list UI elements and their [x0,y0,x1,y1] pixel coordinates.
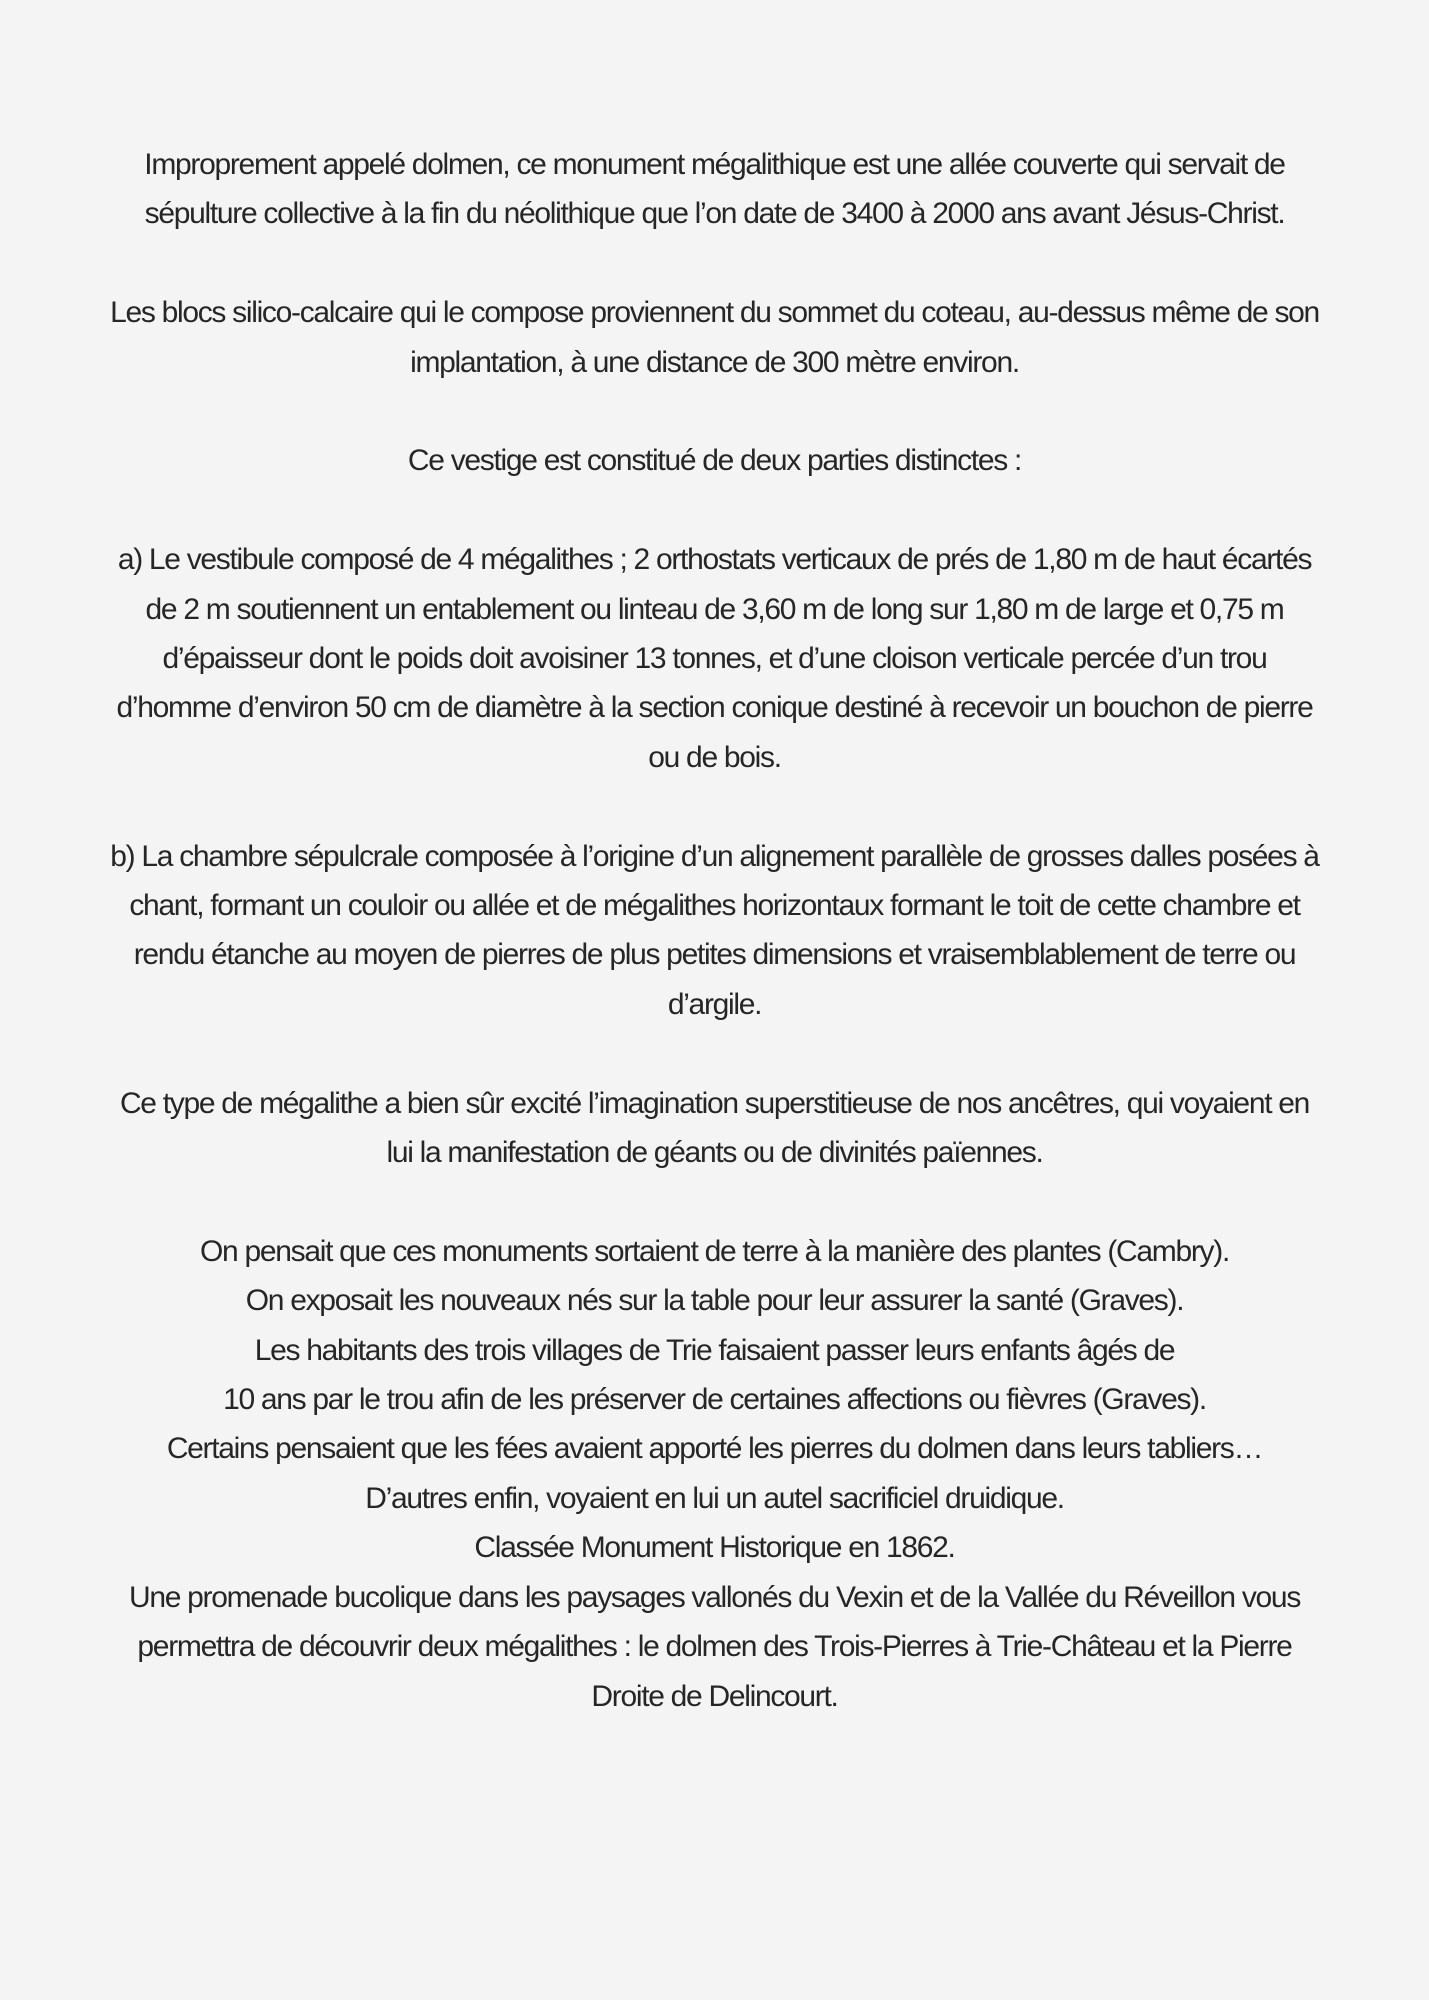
document-body [0,140,1429,1721]
paragraph-intro: Improprement appelé dolmen, ce monument mégalithique est une allée couverte qui servait de sépulture collective à la fin du néolithique que l’on date de 3400 à 2000 ans avant Jésus-Christ. [144,148,1285,231]
legends-block [6,1227,1423,1721]
legend-line-cambry: On pensait que ces monuments sortaient de terre à la manière des plantes (Cambry). [200,1234,1229,1268]
legend-line-trie-villages: Les habitants des trois villages de Trie faisaient passer leurs enfants âgés de [254,1333,1175,1367]
paragraph-stone-origin: Les blocs silico-calcaire qui le compose proviennent du sommet du coteau, au-dessus même de son implantation, à une distance de 300 mètre environ. [110,296,1319,379]
legend-line-druidic-altar: D’autres enfin, voyaient en lui un autel sacrificiel druidique. [365,1481,1064,1515]
legend-line-fairies: Certains pensaient que les fées avaient apporté les pierres du dolmen dans leurs tabliers… [166,1432,1263,1466]
paragraph-superstition: Ce type de mégalithe a bien sûr excité l’imagination superstitieuse de nos ancêtres, qui voyaient en lui la manifestation de géants ou de divinités païennes. [119,1086,1310,1170]
legend-line-newborns: On exposait les nouveaux nés sur la table pour leur assurer la santé (Graves). [245,1284,1184,1318]
paragraph-chamber: b) La chambre sépulcrale composée à l’origine d’un alignement parallèle de grosses dalles posées à chant, formant un couloir ou allée et de mégalithes horizontaux formant le toit de cette chambre et rendu étanche au moyen de pierres de plus petites dimensions et vraisemblablement de terre ou d’argile. [110,839,1319,1021]
paragraph-parts-heading: Ce vestige est constitué de deux parties distinctes : [407,444,1022,478]
legend-line-hole-passage: 10 ans par le trou afin de les préserver de certaines affections ou fièvres (Graves). [223,1383,1206,1417]
paragraph-vestibule: a) Le vestibule composé de 4 mégalithes ; 2 orthostats verticaux de prés de 1,80 m de haut écartés de 2 m soutiennent un entablement ou linteau de 3,60 m de long sur 1,80 m de large et 0,75 m d’épaisseur dont le poids doit avoisiner 13 tonnes, et d’une cloison verticale percée d’un trou d’homme d’environ 50 cm de diamètre à la section conique destiné à recevoir un bouchon de pierre ou de bois. [116,543,1313,774]
paragraph-promenade: Une promenade bucolique dans les paysages vallonés du Vexin et de la Vallée du Réveillon vous permettra de découvrir deux mégalithes : le dolmen des Trois-Pierres à Trie-Château et la Pierre Droite de Delincourt. [128,1580,1301,1713]
legend-line-classification: Classée Monument Historique en 1862. [474,1531,955,1565]
